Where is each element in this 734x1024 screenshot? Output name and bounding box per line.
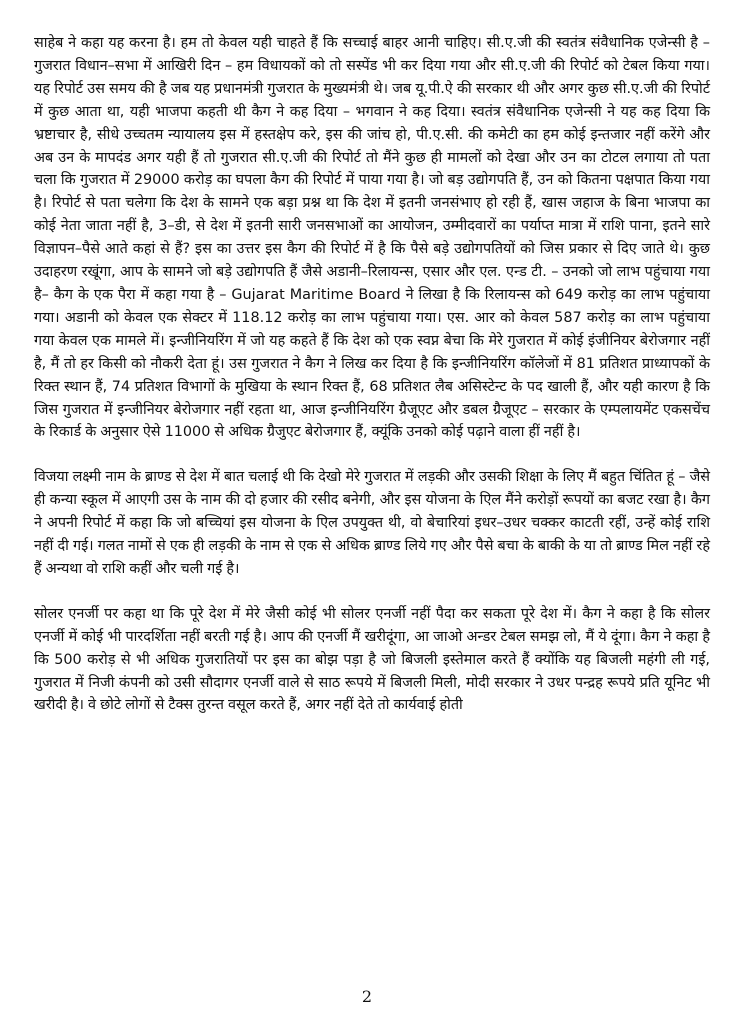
paragraph-solar-energy: सोलर एनर्जी पर कहा था कि पूरे देश में मेरे जैसी कोई भी सोलर एनर्जी नहीं पैदा कर सकता पूरे देश में। कैग ने कहा है कि सोलर एनर्जी में कोई भी पारदर्शिता नहीं बरती गई है। आप की एनर्जी मैं खरीदूंगा, आ जाओ अन्डर टेबल समझ लो, मैं ये दूंगा। कैग ने कहा है कि 500 करोड़ से भी अधिक गुजरातियों पर इस का बोझ पड़ा है जो बिजली इस्तेमाल करते हैं क्योंकि यह बिजली महंगी ली गई, गुजरात में निजी कंपनी को उसी सौदागर एनर्जी वाले से साठ रूपये में बिजली मिली, मोदी सरकार ने उधर पन्द्रह रूपये प्रति यूनिट भी खरीदी है। वे छोटे लोगों से टैक्स तुरन्त वसूल करते हैं, अगर नहीं देते तो कार्यवाई होती (34, 605, 710, 714)
document-page (34, 32, 710, 717)
paragraph-vijaya-lakshmi-bond: विजया लक्ष्मी नाम के ब्राण्ड से देश में बात चलाई थी कि देखो मेरे गुजरात में लड़की और उसकी शिक्षा के लिए मैं बहुत चिंतित हूं – जैसे ही कन्या स्कूल में आएगी उस के नाम की दो हजार की रसीद बनेगी, और इस योजना के एिल मैंने करोड़ों रूपयों का बजट रखा है। कैग ने अपनी रिपोर्ट में कहा कि जो बच्चियां इस योजना के एिल उपयुक्त थी, वो बेचारियां इधर–उधर चक्कर काटती रहीं, उन्हें कोई राशि नहीं दी गई। गलत नामों से एक ही लड़की के नाम से एक से अधिक ब्राण्ड लिये गए और पैसे बचा के बाकी के या तो ब्राण्ड मिल नहीं रहे हैं अन्यथा वो राशि कहीं और चली गई है। (34, 469, 710, 577)
page-number: 2 (361, 987, 373, 1006)
paragraph-cag-report-gujarat: साहेब ने कहा यह करना है। हम तो केवल यही चाहते हैं कि सच्चाई बाहर आनी चाहिए। सी.ए.जी की स्वतंत्र संवैधानिक एजेन्सी है – गुजरात विधान–सभा में आखिरी दिन – हम विधायकों को तो सस्पेंड भी कर दिया गया और सी.ए.जी की रिपोर्ट को टेबल किया गया। यह रिपोर्ट उस समय की है जब यह प्रधानमंत्री गुजरात के मुख्यमंत्री थे। जब यू.पी.ऐ की सरकार थी और अगर कुछ सी.ए.जी की रिपोर्ट में कुछ आता था, यही भाजपा कहती थी कैग ने कह दिया – भगवान ने कह दिया। स्वतंत्र संवैधानिक एजेन्सी ने यह कह दिया कि भ्रष्टाचार है, सीधे उच्चतम न्यायालय इस में हस्तक्षेप करे, इस की जांच हो, पी.ए.सी. की कमेटी का हम कोई इन्तजार नहीं करेंगे और अब उन के मापदंड अगर यही हैं तो गुजरात सी.ए.जी की रिपोर्ट तो मैंने कुछ ही मामलों को देखा और उन का टोटल लगाया तो पता चला कि गुजरात में 29000 करोड़ का घपला कैग की रिपोर्ट में पाया गया है। जो बड़ उद्योगपति हैं, उन को कितना पक्षपात किया गया है। रिपोर्ट से पता चलेगा कि देश के सामने एक बड़ा प्रश्न था कि देश में इतनी जनसंभाए हो रही हैं, खास जहाज के बिना भाजपा का कोई नेता जाता नहीं है, 3–डी, से देश में इतनी सारी जनसभाओं का आयोजन, उम्मीदवारों का पर्याप्त मात्रा में राशि पाना, इतने सारे विज्ञापन–पैसे आते कहां से हैं? इस का उत्तर इस कैग की रिपोर्ट में है कि पैसे बड़े उद्योगपतियों को जिस प्रकार से दिए जाते थे। कुछ उदाहरण रखूंगा, आप के सामने जो बड़े उद्योगपति हैं जैसे अडानी–रिलायन्स, एसार और एल. एन्ड टी. – उनको जो लाभ पहुंचाया गया है– कैग के एक पैरा में कहा गया है – Gujarat Maritime Board ने लिखा है कि रिलायन्स को 649 करोड़ का लाभ पहुंचाया गया। अडानी को केवल एक सेक्टर में 118.12 करोड़ का लाभ पहुंचाया गया। एस. आर को केवल 587 करोड़ का लाभ पहुंचाया गया केवल एक मामले में। इन्जीनियरिंग में जो यह कहते हैं कि देश को एक स्वप्न बेचा कि मेरे गुजरात में कोई इंजीनियर बेरोजगार नहीं है, मैं तो हर किसी को नौकरी देता हूं। उस गुजरात ने कैग ने लिख कर दिया है कि इन्जीनियरिंग कॉलेजों में 81 प्रतिशत प्राध्यापकों के रिक्त स्थान हैं, 74 प्रतिशत विभागों के मुखिया के स्थान रिक्त हैं, 68 प्रतिशत लैब असिस्टेन्ट के पद खाली हैं, और यही कारण है कि जिस गुजरात में इन्जीनियर बेरोजगार नहीं रहता था, आज इन्जीनियरिंग ग्रैजूएट और डबल ग्रैजूएट – सरकार के एम्पलायमेंट एकसचेंच के रिकार्ड के अनुसार ऐसे 11000 से अधिक ग्रैजुएट बेरोजगार हैं, क्यूंकि उनको कोई पढ़ाने वाला हीं नहीं है। (34, 35, 710, 441)
